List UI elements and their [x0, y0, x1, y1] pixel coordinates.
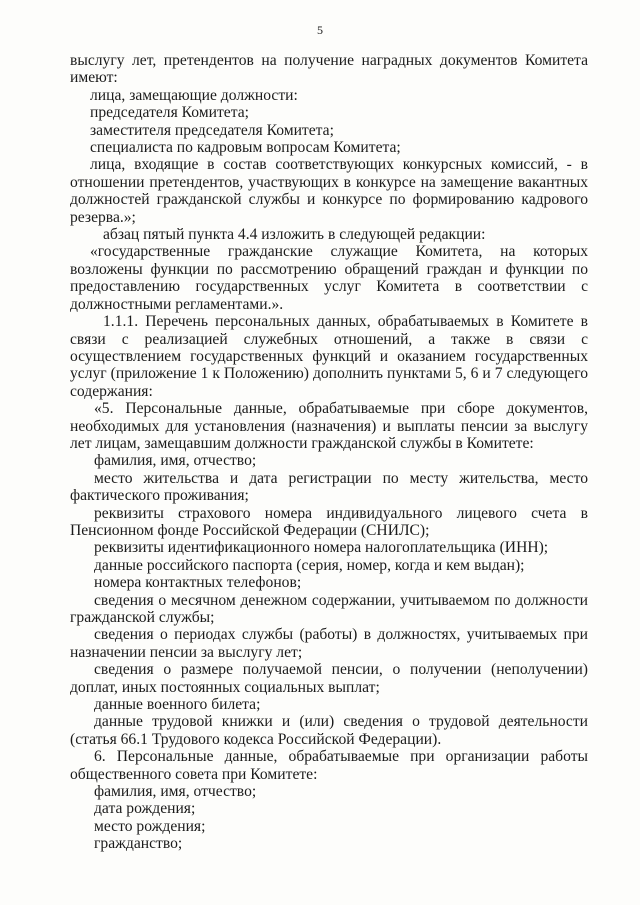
- list-item: сведения о периодах службы (работы) в должностях, учитываемых при назначении пенсии за выслугу лет;: [70, 626, 588, 661]
- paragraph-amendment-text: «государственные гражданские служащие Комитета, на которых возложены функции по рассмотрению обращений граждан и функции по предоставлению государственных услуг Комитета в соответствии с должностными регламентами.».: [70, 243, 588, 313]
- paragraph-item-6: 6. Персональные данные, обрабатываемые при организации работы общественного совета при Комитете:: [70, 748, 588, 783]
- list-item: заместителя председателя Комитета;: [90, 121, 334, 139]
- paragraph-commission-members: лица, входящие в состав соответствующих конкурсных комиссий, - в отношении претендентов, участвующих в конкурсе на замещение вакантных должностей гражданской службы и конкурсе по формированию кадрового резерва.»;: [70, 156, 588, 226]
- list-item: специалиста по кадровым вопросам Комитета;: [90, 139, 401, 157]
- list-item: место рождения;: [94, 817, 206, 835]
- list-item: председателя Комитета;: [90, 104, 249, 122]
- list-item: сведения о размере получаемой пенсии, о получении (неполучении) доплат, иных постоянных социальных выплат;: [70, 661, 588, 696]
- list-item: место жительства и дата регистрации по месту жительства, место фактического проживания;: [70, 469, 588, 505]
- paragraph-item-5: «5. Персональные данные, обрабатываемые при сборе документов, необходимых для установления (назначения) и выплаты пенсии за выслугу лет лицам, замещавшим должности гражданской службы в Комитете:: [70, 400, 588, 452]
- list-item: фамилия, имя, отчество;: [94, 452, 257, 470]
- list-item: данные российского паспорта (серия, номер, когда и кем выдан);: [94, 556, 525, 574]
- list-item: дата рождения;: [94, 800, 196, 818]
- list-item: номера контактных телефонов;: [94, 574, 302, 592]
- list-item: сведения о месячном денежном содержании, учитываемом по должности гражданской службы;: [70, 591, 588, 626]
- document-body: [70, 52, 588, 853]
- page-number: 5: [317, 23, 323, 37]
- list-item: фамилия, имя, отчество;: [94, 783, 257, 801]
- list-item: реквизиты страхового номера индивидуального лицевого счета в Пенсионном фонде Российской Федерации (СНИЛС);: [70, 504, 588, 539]
- paragraph-positions-heading: лица, замещающие должности:: [90, 86, 298, 104]
- list-item: данные трудовой книжки и (или) сведения о трудовой деятельности (статья 66.1 Трудового кодекса Российской Федерации).: [70, 713, 588, 748]
- list-item: данные военного билета;: [94, 696, 261, 714]
- list-item: реквизиты идентификационного номера налогоплательщика (ИНН);: [94, 539, 549, 557]
- paragraph-amendment-4-4: абзац пятый пункта 4.4 изложить в следующей редакции:: [103, 226, 486, 244]
- paragraph-clause-1-1-1: 1.1.1. Перечень персональных данных, обрабатываемых в Комитете в связи с реализацией служебных отношений, а также в связи с осуществлением государственных функций и оказанием государственных услуг (приложение 1 к Положению) дополнить пунктами 5, 6 и 7 следующего содержания:: [70, 313, 588, 400]
- list-item: гражданство;: [94, 835, 183, 853]
- paragraph-intro-continuation: выслугу лет, претендентов на получение наградных документов Комитета имеют:: [70, 52, 588, 87]
